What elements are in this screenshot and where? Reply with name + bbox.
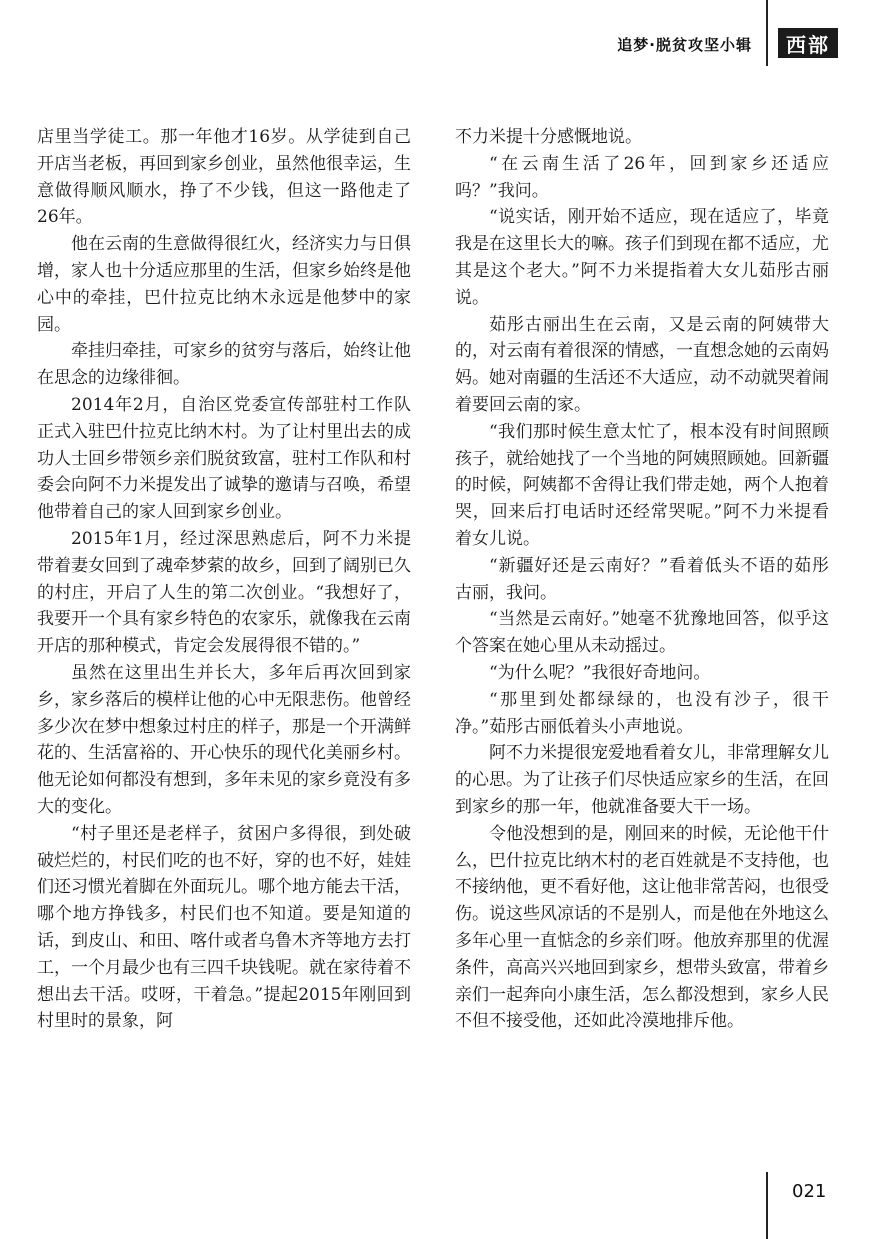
paragraph: “在云南生活了26年，回到家乡还适应吗？”我问。: [455, 153, 829, 201]
page-number: 021: [792, 1181, 827, 1202]
paragraph: 虽然在这里出生并长大，多年后再次回到家乡，家乡落后的模样让他的心中无限悲伤。他曾经多少次在梦中想象过村庄的样子，那是一个开满鲜花的、生活富裕的、开心快乐的现代化美丽乡村。他无论如何都没有想到，多年未见的家乡竟没有多大的变化。: [37, 662, 411, 817]
paragraph: “当然是云南好。”她毫不犹豫地回答，似乎这个答案在她心里从未动摇过。: [455, 609, 829, 657]
paragraph: “那里到处都绿绿的，也没有沙子，很干净。”茹彤古丽低着头小声地说。: [455, 689, 829, 737]
paragraph: 阿不力米提很宠爱地看着女儿，非常理解女儿的心思。为了让孩子们尽快适应家乡的生活，在回到家乡的那一年，他就准备要大干一场。: [455, 743, 829, 817]
paragraph: 2015年1月，经过深思熟虑后，阿不力米提带着妻女回到了魂牵梦萦的故乡，回到了阔别已久的村庄，开启了人生的第二次创业。“我想好了，我要开一个具有家乡特色的农家乐，就像我在云南开店的那种模式，肯定会发展得很不错的。”: [37, 528, 411, 657]
paragraph: “说实话，刚开始不适应，现在适应了，毕竟我是在这里长大的嘛。孩子们到现在都不适应，尤其是这个老大。”阿不力米提指着大女儿茹彤古丽说。: [455, 207, 829, 308]
paragraph: 2014年2月，自治区党委宣传部驻村工作队正式入驻巴什拉克比纳木村。为了让村里出去的成功人士回乡带领乡亲们脱贫致富，驻村工作队和村委会向阿不力米提发出了诚挚的邀请与召唤，希望他带着自己的家人回到家乡创业。: [37, 394, 411, 523]
paragraph: 令他没想到的是，刚回来的时候，无论他干什么，巴什拉克比纳木村的老百姓就是不支持他，也不接纳他，更不看好他，这让他非常苦闷，也很受伤。说这些风凉话的不是别人，而是他在外地这么多年心里一直惦念的乡亲们呀。他放弃那里的优渥条件，高高兴兴地回到家乡，想带头致富，带着乡亲们一起奔向小康生活，怎么都没想到，家乡人民不但不接受他，还如此冷漠地排斥他。: [455, 823, 829, 1032]
paragraph: 牵挂归牵挂，可家乡的贫穷与落后，始终让他在思念的边缘徘徊。: [37, 341, 411, 389]
footer-divider-line: [766, 1172, 768, 1239]
paragraph: “新疆好还是云南好？”看着低头不语的茹彤古丽，我问。: [455, 555, 829, 603]
paragraph: 他在云南的生意做得很红火，经济实力与日俱增，家人也十分适应那里的生活，但家乡始终是他心中的牵挂，巴什拉克比纳木永远是他梦中的家园。: [37, 234, 411, 335]
paragraph: 不力米提十分感慨地说。: [455, 127, 642, 147]
paragraph: “我们那时候生意太忙了，根本没有时间照顾孩子，就给她找了一个当地的阿姨照顾她。回新疆的时候，阿姨都不舍得让我们带走她，两个人抱着哭，回来后打电话时还经常哭呢。”阿不力米提看着女儿说。: [455, 421, 829, 549]
article-column-right: [455, 124, 829, 1035]
article-column-left: [37, 124, 411, 1035]
paragraph: 茹彤古丽出生在云南，又是云南的阿姨带大的，对云南有着很深的情感，一直想念她的云南妈妈。她对南疆的生活还不大适应，动不动就哭着闹着要回云南的家。: [455, 314, 829, 415]
paragraph: “为什么呢？”我很好奇地问。: [489, 662, 711, 683]
paragraph: 店里当学徒工。那一年他才16岁。从学徒到自己开店当老板，再回到家乡创业，虽然他很幸运，生意做得顺风顺水，挣了不少钱，但这一路他走了26年。: [37, 127, 411, 228]
header-divider-line: [766, 0, 768, 66]
magazine-logo: 西部: [778, 28, 838, 58]
magazine-section-title: 追梦·脱贫攻坚小辑: [617, 36, 752, 54]
paragraph: “村子里还是老样子，贫困户多得很，到处破破烂烂的，村民们吃的也不好，穿的也不好，娃娃们还习惯光着脚在外面玩儿。哪个地方能去干活，哪个地方挣钱多，村民们也不知道。要是知道的话，到皮山、和田、喀什或者乌鲁木齐等地方去打工，一个月最少也有三四千块钱呢。就在家待着不想出去干活。哎呀，干着急。”提起2015年刚回到村里时的景象，阿: [37, 823, 411, 1032]
